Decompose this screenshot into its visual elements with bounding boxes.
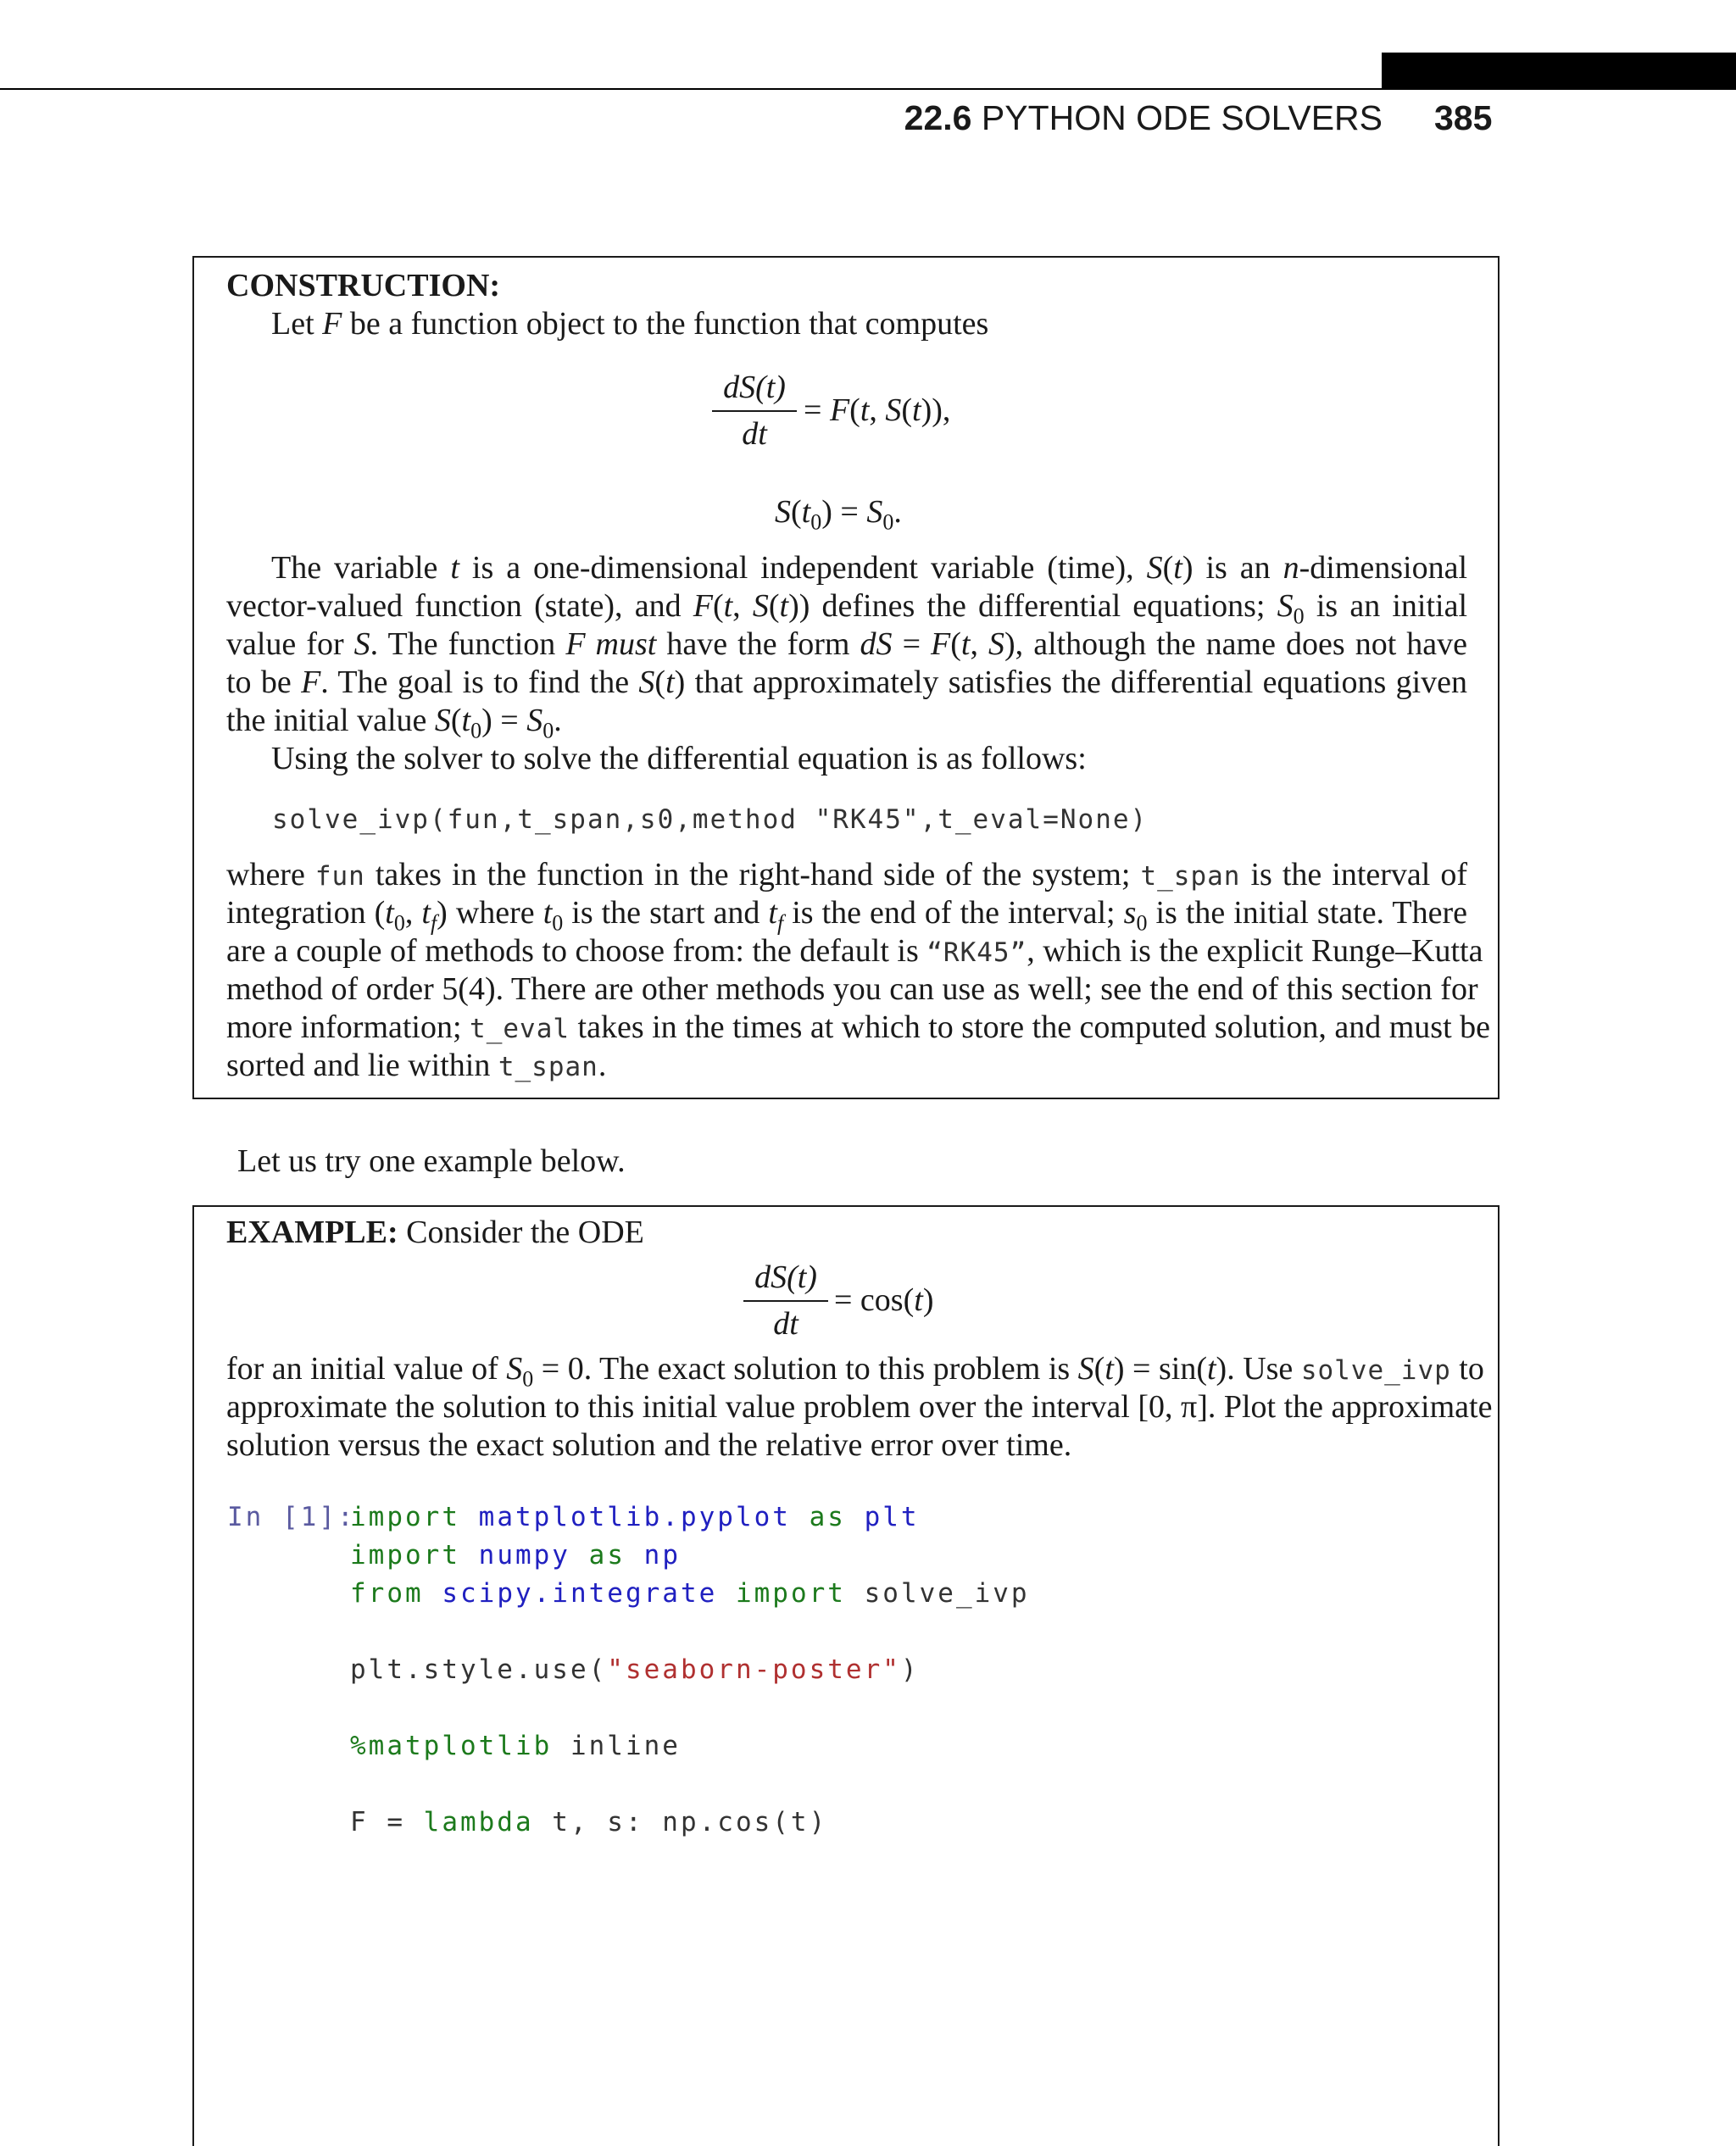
- solve-ivp-signature: solve_ivp(fun,t_span,s0,method "RK45",t_eval=None): [272, 804, 1149, 835]
- construction-where-line-6: sorted and lie within t_span.: [226, 1048, 607, 1083]
- section-number: 22.6: [904, 98, 972, 137]
- construction-where-line-3: are a couple of methods to choose from: the default is “RK45”, which is the explicit Runge–Kutta: [226, 933, 1483, 969]
- header-rule: [0, 88, 1736, 90]
- construction-equation-rhs: = F(t, S(t)),: [804, 392, 951, 428]
- example-text-line-1: for an initial value of $S_0 = 0$. The exact solution to this problem is S(t) = sin(t). Use solve_ivp to: [226, 1351, 1484, 1392]
- page-number: 385: [1434, 98, 1493, 137]
- construction-para-line-1: The variable t is a one-dimensional independent variable (time), S(t) is an n-dimensional: [271, 550, 1467, 586]
- construction-where-line-2: integration ($t_0$, $t_f$) where $t_0$ is the start and $t_f$ is the end of the interval; $s_0$ is the initial state. There: [226, 895, 1467, 936]
- construction-para-line-4: to be F. The goal is to find the S(t) that approximately satisfies the differential equations given: [226, 664, 1467, 700]
- construction-where-line-4: method of order 5(4). There are other methods you can use as well; see the end of this section for: [226, 971, 1478, 1007]
- example-text-line-3: solution versus the exact solution and the relative error over time.: [226, 1427, 1072, 1463]
- code-line-import-matplotlib: import matplotlib.pyplot as plt: [350, 1502, 920, 1532]
- code-cell-prompt: In [1]:: [227, 1502, 356, 1532]
- construction-equation-fraction: dS(t) dt: [712, 369, 797, 453]
- code-line-magic: %matplotlib inline: [350, 1731, 681, 1761]
- example-equation-rhs: = cos(t): [834, 1282, 934, 1318]
- example-text-line-2: approximate the solution to this initial value problem over the interval [0, π]. Plot the approximate: [226, 1389, 1493, 1425]
- running-header: [904, 95, 1383, 141]
- section-title: PYTHON ODE SOLVERS: [981, 98, 1383, 137]
- construction-where-line-5: more information; t_eval takes in the times at which to store the computed solution, and must be: [226, 1009, 1490, 1045]
- transition-text: Let us try one example below.: [237, 1143, 626, 1179]
- construction-intro: Let F be a function object to the function that computes: [271, 306, 989, 342]
- code-line-lambda: F = lambda t, s: np.cos(t): [350, 1807, 828, 1837]
- code-line-import-scipy: from scipy.integrate import solve_ivp: [350, 1578, 1030, 1609]
- header-black-tab: [1382, 53, 1736, 90]
- construction-where-line-1: where fun takes in the function in the right-hand side of the system; t_span is the interval of: [226, 857, 1467, 892]
- code-line-import-numpy: import numpy as np: [350, 1540, 681, 1571]
- example-equation-fraction: dS(t) dt: [743, 1259, 828, 1343]
- example-heading: EXAMPLE: Consider the ODE: [226, 1215, 644, 1250]
- construction-para-line-2: vector-valued function (state), and F(t, S(t)) defines the differential equations; $S_0$ is an initial: [226, 588, 1468, 629]
- code-line-style: plt.style.use("seaborn-poster"): [350, 1654, 920, 1685]
- construction-heading: CONSTRUCTION:: [226, 268, 501, 303]
- construction-para-line-5: the initial value $S(t_0) = S_0$.: [226, 703, 562, 743]
- construction-para-line-3: value for S. The function F must have the form dS = F(t, S), although the name does not have: [226, 626, 1468, 662]
- construction-initial-condition: $S(t_0) = S_0$.: [775, 494, 902, 535]
- construction-para2: Using the solver to solve the differential equation is as follows:: [271, 741, 1087, 776]
